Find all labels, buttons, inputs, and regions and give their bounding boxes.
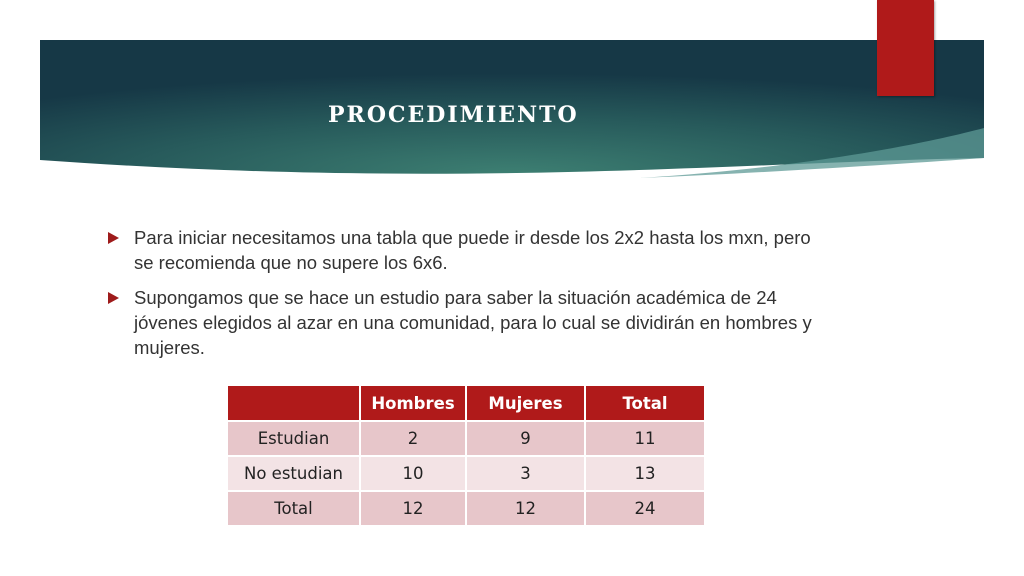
bullet-text: Para iniciar necesitamos una tabla que puede ir desde los 2x2 hasta los mxn, pero se recomienda que no supere los 6x6. [134, 227, 811, 273]
triangle-bullet-icon [108, 292, 119, 304]
table-cell: 24 [585, 491, 705, 526]
table-header-row [227, 385, 705, 421]
header-cell: Mujeres [466, 385, 585, 421]
bullet-list [108, 225, 828, 370]
row-label-cell: Total [227, 491, 360, 526]
table-cell: 11 [585, 421, 705, 456]
header-cell: Total [585, 385, 705, 421]
table-cell: 12 [360, 491, 466, 526]
table-cell: 10 [360, 456, 466, 491]
triangle-bullet-icon [108, 232, 119, 244]
data-table [226, 384, 706, 527]
header-cell [227, 385, 360, 421]
table-row [227, 456, 705, 491]
header-cell: Hombres [360, 385, 466, 421]
red-accent-tab [877, 0, 934, 96]
table-row [227, 491, 705, 526]
table-cell: 2 [360, 421, 466, 456]
row-label-cell: Estudian [227, 421, 360, 456]
table-cell: 12 [466, 491, 585, 526]
table-cell: 9 [466, 421, 585, 456]
slide-title: procedimiento [328, 92, 579, 130]
table-cell: 13 [585, 456, 705, 491]
table-cell: 3 [466, 456, 585, 491]
bullet-text: Supongamos que se hace un estudio para saber la situación académica de 24 jóvenes elegidos al azar en una comunidad, para lo cual se dividirán en hombres y mujeres. [134, 287, 812, 358]
table-row [227, 421, 705, 456]
bullet-item [108, 285, 828, 360]
bullet-item [108, 225, 828, 275]
row-label-cell: No estudian [227, 456, 360, 491]
